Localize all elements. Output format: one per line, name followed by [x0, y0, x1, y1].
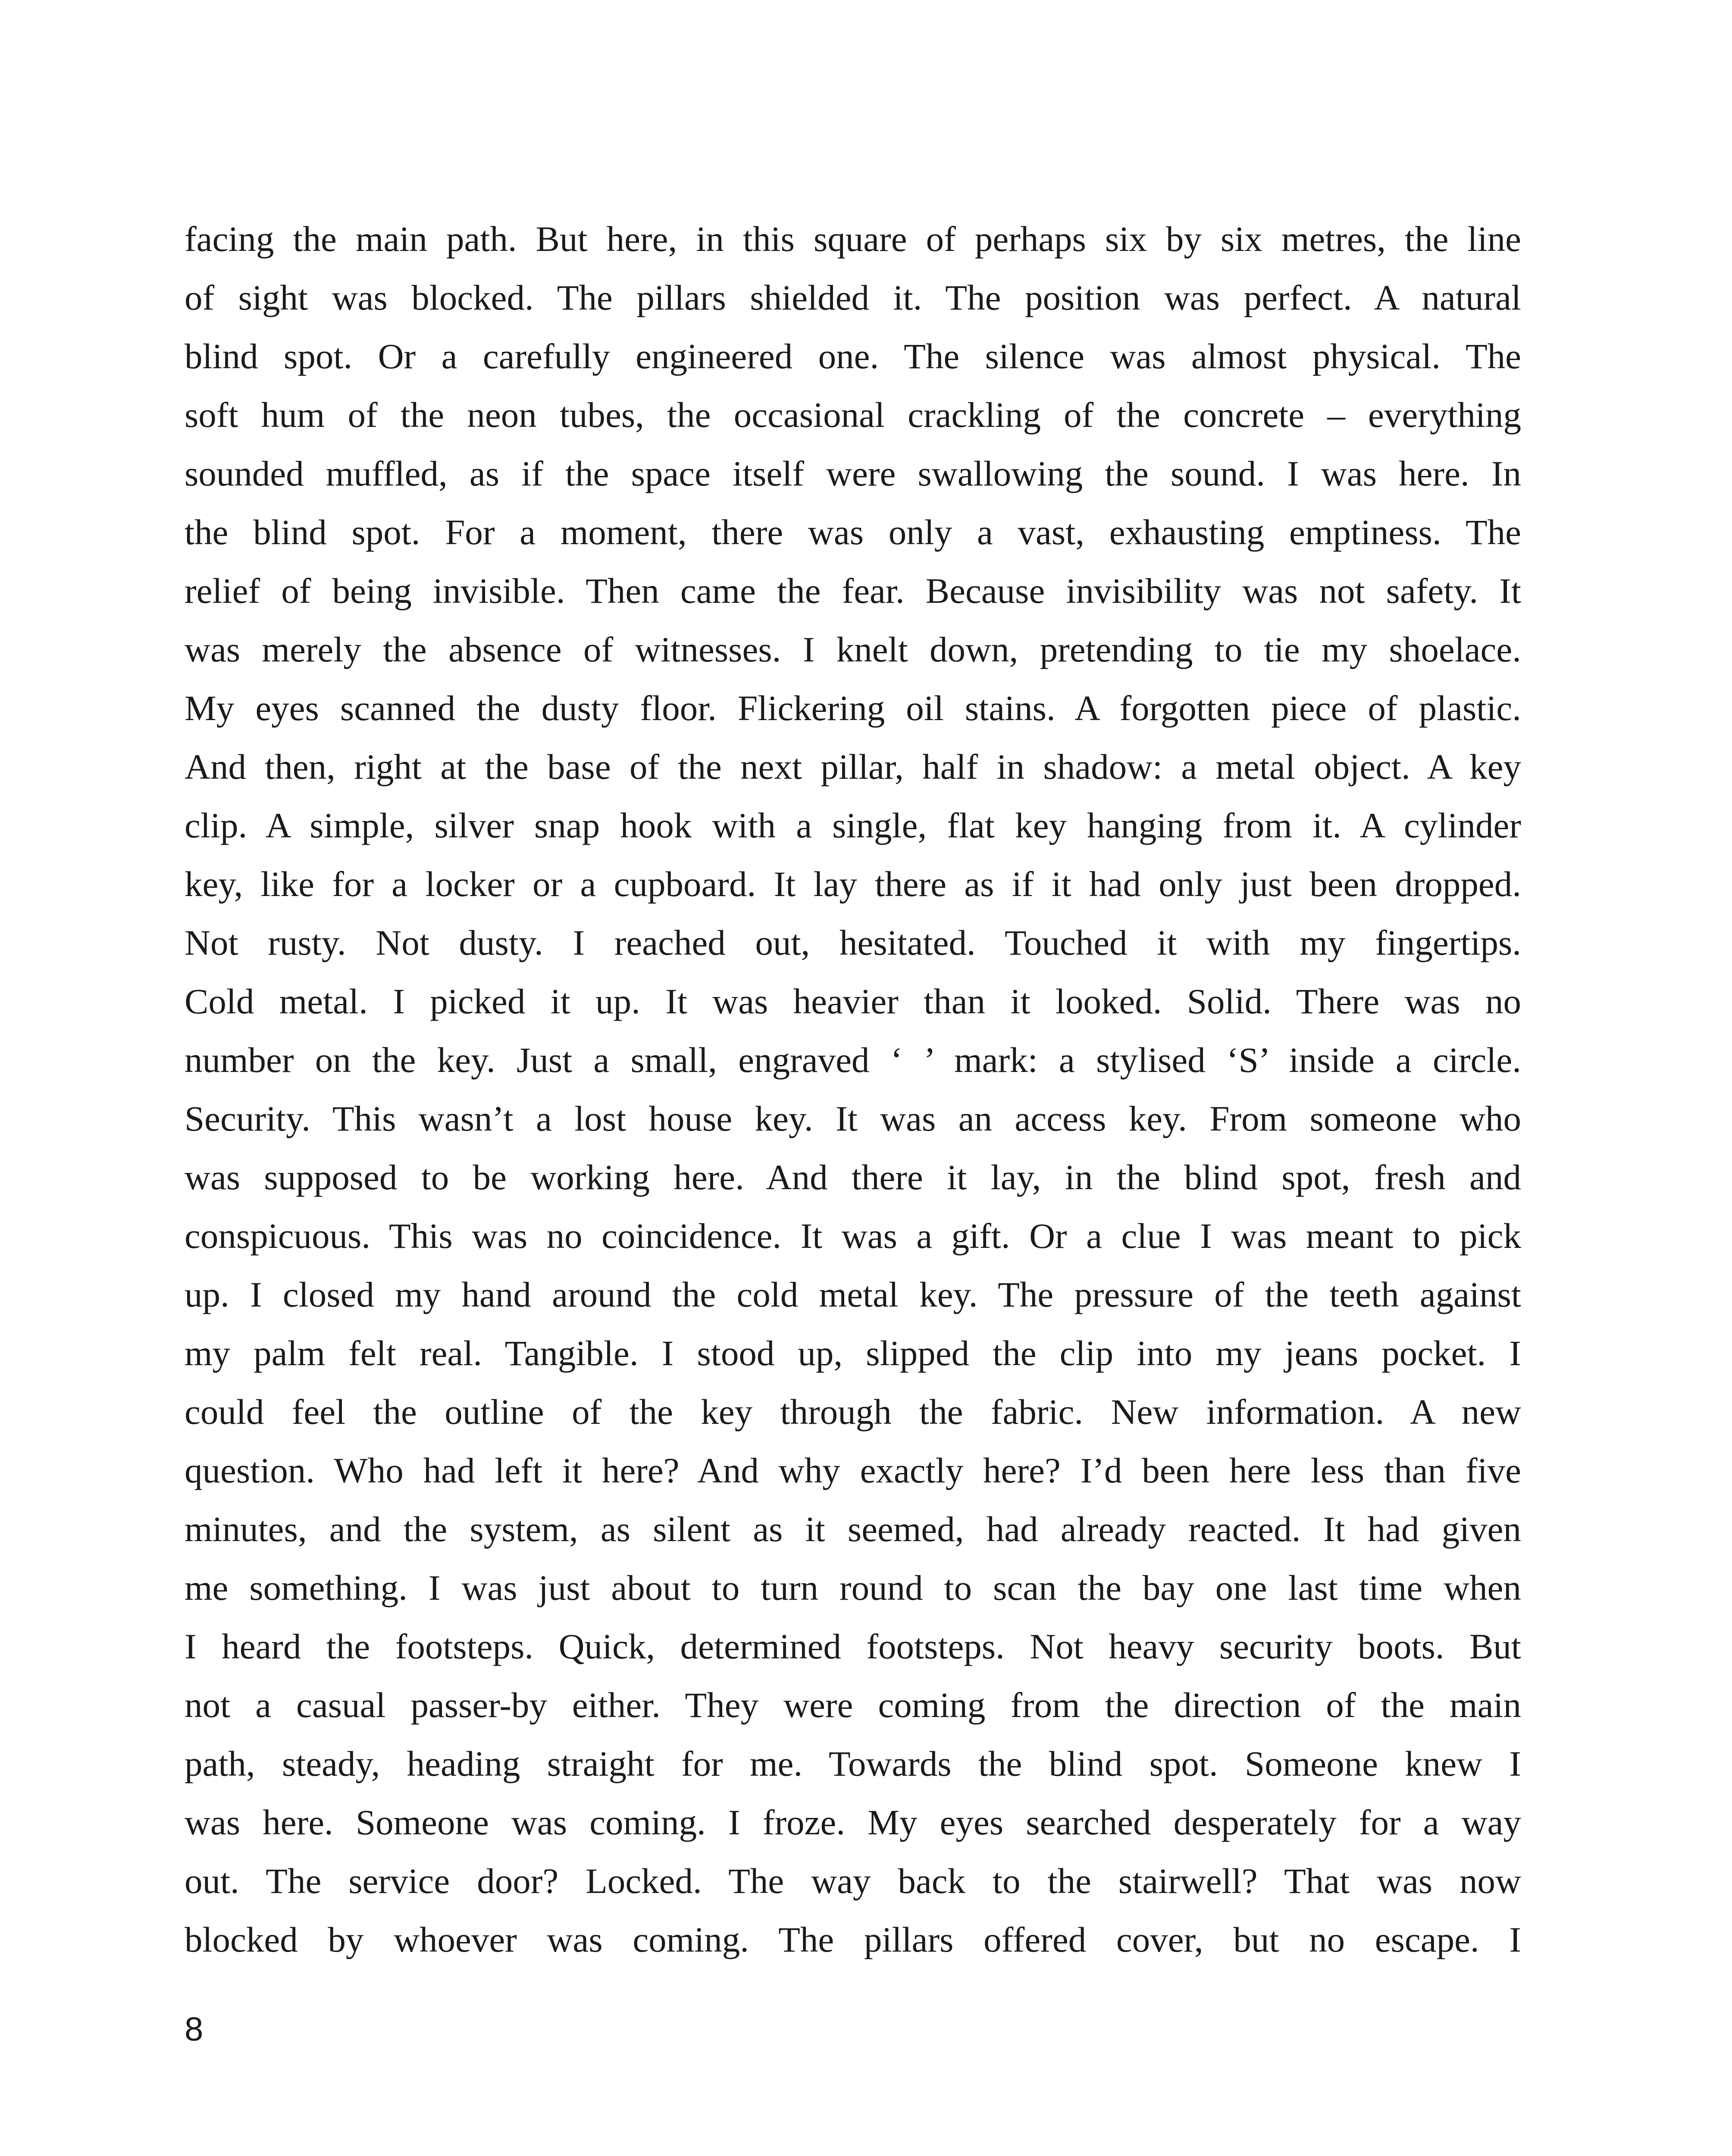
text-line: Cold metal. I picked it up. It was heavier than it looked. Solid. There was no	[185, 981, 1521, 1021]
text-line: sounded muffled, as if the space itself were swallowing the sound. I was here. In	[185, 454, 1521, 493]
text-line: conspicuous. This was no coincidence. It was a gift. Or a clue I was meant to pick	[185, 1216, 1521, 1256]
body-text	[185, 210, 1521, 1969]
text-line: minutes, and the system, as silent as it seemed, had already reacted. It had given	[185, 1509, 1521, 1549]
text-line: clip. A simple, silver snap hook with a single, flat key hanging from it. A cylinder	[185, 805, 1521, 845]
text-line: Not rusty. Not dusty. I reached out, hesitated. Touched it with my fingertips.	[185, 923, 1521, 962]
text-line: My eyes scanned the dusty floor. Flickering oil stains. A forgotten piece of plastic.	[185, 688, 1521, 728]
text-line: of sight was blocked. The pillars shielded it. The position was perfect. A natural	[185, 278, 1521, 317]
text-line: blocked by whoever was coming. The pillars offered cover, but no escape. I	[185, 1920, 1521, 1959]
text-line: key, like for a locker or a cupboard. It lay there as if it had only just been dropped.	[185, 864, 1521, 904]
text-line: not a casual passer-by either. They were coming from the direction of the main	[185, 1685, 1521, 1725]
text-line: was supposed to be working here. And there it lay, in the blind spot, fresh and	[185, 1157, 1521, 1197]
text-line: facing the main path. But here, in this square of perhaps six by six metres, the line	[185, 219, 1521, 259]
text-line: Security. This wasn’t a lost house key. It was an access key. From someone who	[185, 1099, 1521, 1138]
text-line: soft hum of the neon tubes, the occasional crackling of the concrete – everything	[185, 395, 1521, 435]
text-line: path, steady, heading straight for me. Towards the blind spot. Someone knew I	[185, 1744, 1521, 1783]
text-line: was merely the absence of witnesses. I knelt down, pretending to tie my shoelace.	[185, 630, 1521, 669]
page-number: 8	[185, 2010, 204, 2048]
text-line: the blind spot. For a moment, there was only a vast, exhausting emptiness. The	[185, 512, 1521, 552]
text-line: up. I closed my hand around the cold metal key. The pressure of the teeth against	[185, 1275, 1521, 1314]
text-line: I heard the footsteps. Quick, determined footsteps. Not heavy security boots. But	[185, 1626, 1521, 1666]
text-line: number on the key. Just a small, engraved ‘ ’ mark: a stylised ‘S’ inside a circle.	[185, 1040, 1521, 1080]
text-line: could feel the outline of the key through the fabric. New information. A new	[185, 1392, 1521, 1432]
text-line: my palm felt real. Tangible. I stood up, slipped the clip into my jeans pocket. I	[185, 1333, 1521, 1373]
text-line: was here. Someone was coming. I froze. My eyes searched desperately for a way	[185, 1802, 1521, 1842]
text-line: blind spot. Or a carefully engineered one. The silence was almost physical. The	[185, 336, 1521, 376]
text-line: question. Who had left it here? And why exactly here? I’d been here less than five	[185, 1451, 1521, 1490]
text-line: And then, right at the base of the next pillar, half in shadow: a metal object. A key	[185, 747, 1521, 787]
text-line: out. The service door? Locked. The way back to the stairwell? That was now	[185, 1861, 1521, 1901]
text-line: relief of being invisible. Then came the fear. Because invisibility was not safety. It	[185, 571, 1521, 611]
text-line: me something. I was just about to turn round to scan the bay one last time when	[185, 1568, 1521, 1608]
